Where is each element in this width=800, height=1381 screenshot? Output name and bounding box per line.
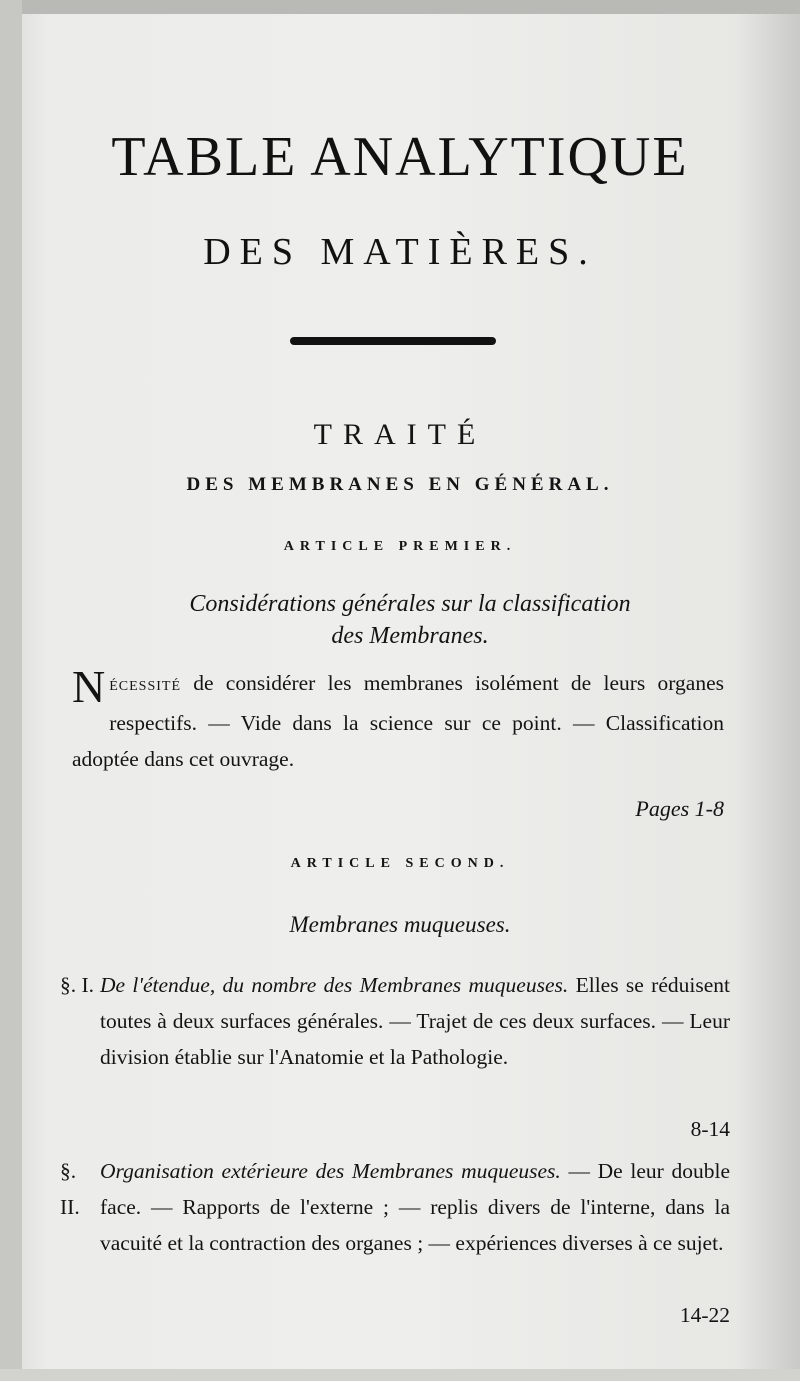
page-edge-top xyxy=(0,0,800,14)
summary-text: de considérer les membranes isolément de leurs organes respectifs. — Vide dans la science sur ce point. — Classification adoptée dans cet ouvrage. xyxy=(72,671,724,771)
list-item xyxy=(60,967,730,1141)
page-reference: Pages 1-8 xyxy=(635,796,724,821)
section-mark: §. I. xyxy=(60,973,95,997)
section-body xyxy=(100,1153,730,1261)
section-title-italic: Organisation extérieure des Membranes muqueuses. xyxy=(100,1159,561,1183)
page-edge-bottom xyxy=(0,1369,800,1381)
section-title: TRAITÉ xyxy=(313,418,487,451)
section-text: — De leur double face. — Rapports de l'externe ; — replis divers de l'interne, dans la vacuité et la contraction des organes ; — expériences diverses à ce sujet. xyxy=(100,1159,730,1255)
article-summary xyxy=(72,661,724,777)
list-item xyxy=(60,1153,730,1327)
article-label: ARTICLE PREMIER. xyxy=(283,539,517,554)
section-title-italic: De l'étendue, du nombre des Membranes muqueuses. xyxy=(100,973,569,997)
page-reference: 8-14 xyxy=(690,1117,730,1141)
main-title: TABLE ANALYTIQUE xyxy=(111,126,689,188)
article-label: ARTICLE SECOND. xyxy=(290,856,510,871)
page-edge-left xyxy=(0,0,22,1381)
decorative-rule xyxy=(290,337,496,345)
section-body xyxy=(100,967,730,1075)
drop-cap: N xyxy=(72,661,106,712)
article-heading: Membranes muqueuses. xyxy=(289,912,511,937)
article-heading xyxy=(80,588,740,652)
page-reference: 14-22 xyxy=(679,1303,730,1327)
main-subtitle: DES MATIÈRES. xyxy=(203,231,597,273)
section-text: Elles se réduisent toutes à deux surfaces générales. — Trajet de ces deux surfaces. — Leur division établie sur l'Anatomie et la Pathologie. xyxy=(100,973,730,1069)
article-heading-line: des Membranes. xyxy=(331,623,489,649)
section-mark: §. II. xyxy=(60,1159,80,1219)
article-heading-line: Considérations générales sur la classification xyxy=(189,591,631,617)
section-subtitle: DES MEMBRANES EN GÉNÉRAL. xyxy=(186,474,614,495)
summary-smallcaps: ÉCESSITÉ xyxy=(109,679,182,694)
